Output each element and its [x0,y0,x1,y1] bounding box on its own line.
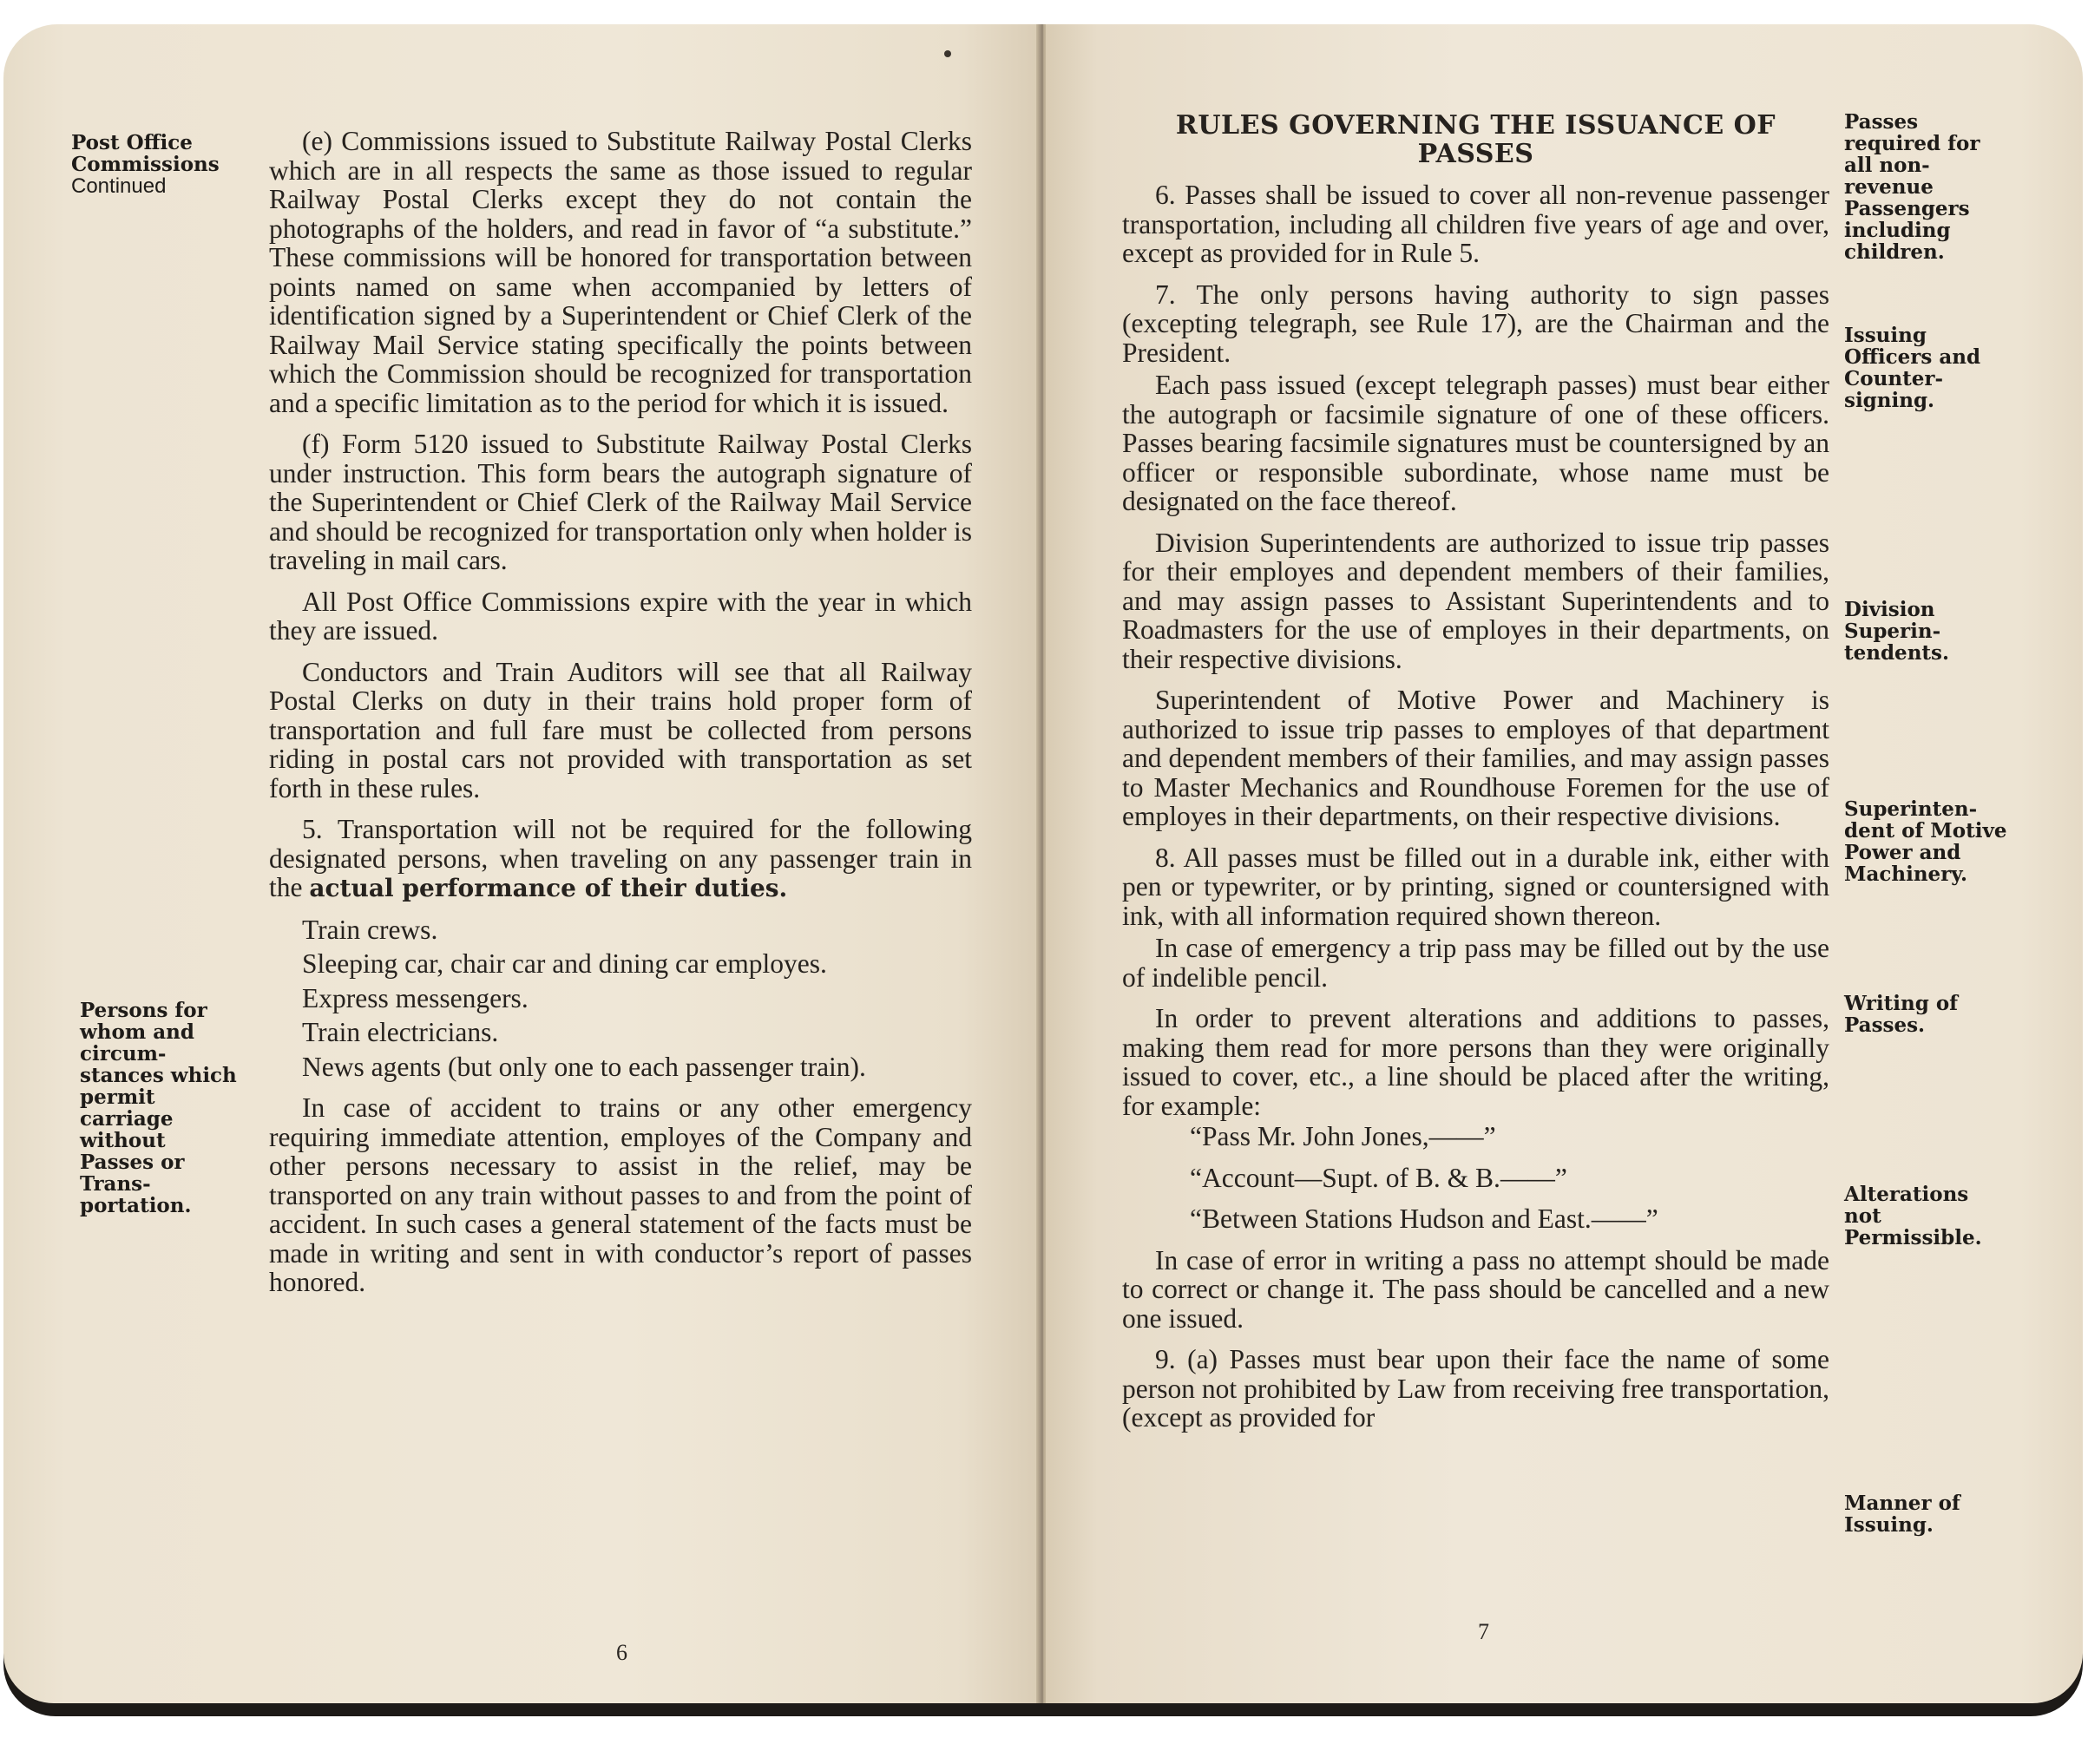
list-item: News agents (but only one to each passenger train). [302,1051,866,1082]
page-number-right: 7 [1478,1619,1489,1644]
example-line: “Account—Supt. of B. & B.——” [1190,1162,1567,1193]
rule-7-signature: Each pass issued (except telegraph passes) must bear either the autograph or facsimile signature of one of these officers. Passes bearing facsimile signatures must be countersigned by an officer or responsible subordinate, whose name must be designated on the face thereof. [1122,370,1829,516]
rule-5-text: 5. Transportation will not be required for the following designated persons, when traveling on any passenger train in the [269,814,972,902]
paragraph-alterations: In order to prevent alterations and additions to passes, making them read for more persons than they were originally issued to cover, etc., a line should be placed after the writing, for example: [1122,1003,1829,1121]
rule-7: 7. The only persons having authority to sign passes (excepting telegraph, see Rule 17), are the Chairman and the President. [1122,279,1829,368]
rule-5 [269,815,972,903]
page-number-left: 6 [616,1640,627,1665]
rule-8-emergency: In case of emergency a trip pass may be filled out by the use of indelible pencil. [1122,933,1829,993]
booklet [3,24,2083,1716]
margin-note-writing-of-passes: Writing of Passes. [1844,992,1959,1037]
right-text-column [1122,111,1829,1445]
margin-note-manner-of-issuing: Manner of Issuing. [1844,1492,1960,1537]
section-heading: RULES GOVERNING THE ISSUANCE OF PASSES [1175,110,1776,169]
list-item: Express messengers. [302,982,529,1013]
paragraph-e: (e) Commissions issued to Substitute Railway Postal Clerks which are in all respects the same as those issued to regular Railway Postal Clerks except they do not contain the photographs of the holders, and read in favor of “a substitute.” These commissions will be honored for transportation between points named on same when accompanied by letters of identification signed by a Superintendent or Chief Clerk of the Railway Mail Service stating specifically the points between which the Commission should be recognized for transportation and a specific limitation as to the period for which it is issued. [269,126,972,418]
margin-note-post-office [71,132,253,197]
example-line: “Between Stations Hudson and East.——” [1190,1203,1658,1234]
paragraph-motive-power: Superintendent of Motive Power and Machinery is authorized to issue trip passes to employes of that department and dependent members of their families, and may assign passes to Master Mechanics and Roundhouse Foremen for the use of employes in their departments, on their respective divisions. [1122,685,1829,831]
paragraph-expire: All Post Office Commissions expire with the year in which they are issued. [269,586,972,646]
margin-note-issuing-officers: Issuing Officers and Counter- signing. [1844,324,1981,412]
right-page [1046,24,2083,1703]
margin-note-sub: Continued [71,174,167,198]
rule-8: 8. All passes must be filled out in a durable ink, either with pen or typewriter, or by printing, signed or countersigned with ink, with all information required shown thereon. [1122,842,1829,931]
paragraph-f: (f) Form 5120 issued to Substitute Railway Postal Clerks under instruction. This form bears the autograph signature of the Superintendent or Chief Clerk of the Railway Mail Service and should be recognized for transportation only when holder is traveling in mail cars. [269,429,972,575]
margin-note-alterations: Alterations not Permissible. [1844,1183,1982,1249]
paragraph-accident: In case of accident to trains or any other emergency requiring immediate attention, employes of the Company and other persons necessary to assist in the relief, may be transported on any train without passes to and from the point of accident. In such cases a general statement of the facts must be made in writing and sent in with conductor’s report of passes honored. [269,1092,972,1297]
rule-6: 6. Passes shall be issued to cover all non-revenue passenger transportation, including all children five years of age and over, except as provided for in Rule 5. [1122,180,1829,268]
list-item: Train crews. [302,914,438,945]
rule-5-bold: actual performance of their duties. [309,874,788,902]
example-line: “Pass Mr. John Jones,——” [1190,1121,1496,1151]
left-text-column [269,127,972,1309]
list-item: Sleeping car, chair car and dining car employes. [302,948,827,979]
margin-note-title: Post Office Commissions [71,131,220,176]
paragraph-division-superintendents: Division Superintendents are authorized to issue trip passes for their employes and dependent members of their families, and may assign passes to Assistant Superintendents and to Roadmasters for the use of employes in their departments, on their respective divisions. [1122,527,1829,674]
margin-note-division-superintendents: Division Superin- tendents. [1844,598,1949,665]
rule-9: 9. (a) Passes must bear upon their face the name of some person not prohibited by Law from receiving free transportation, (except as provided for [1122,1344,1829,1433]
margin-note-passes-required: Passes required for all non- revenue Passengers including children. [1844,110,1980,264]
left-page [3,24,1041,1703]
page-mark [944,50,951,57]
paragraph-conductors: Conductors and Train Auditors will see that all Railway Postal Clerks on duty in their trains hold proper form of transportation and full fare must be collected from persons riding in postal cars not provided with transportation as set forth in these rules. [269,656,972,803]
margin-note-persons-for-whom: Persons for whom and circum- stances which permit carriage without Passes or Trans- portation. [80,999,237,1217]
list-item: Train electricians. [302,1017,499,1047]
paragraph-error: In case of error in writing a pass no attempt should be made to correct or change it. The pass should be cancelled and a new one issued. [1122,1244,1829,1334]
margin-note-motive-power: Superinten- dent of Motive Power and Machinery. [1844,797,2007,886]
